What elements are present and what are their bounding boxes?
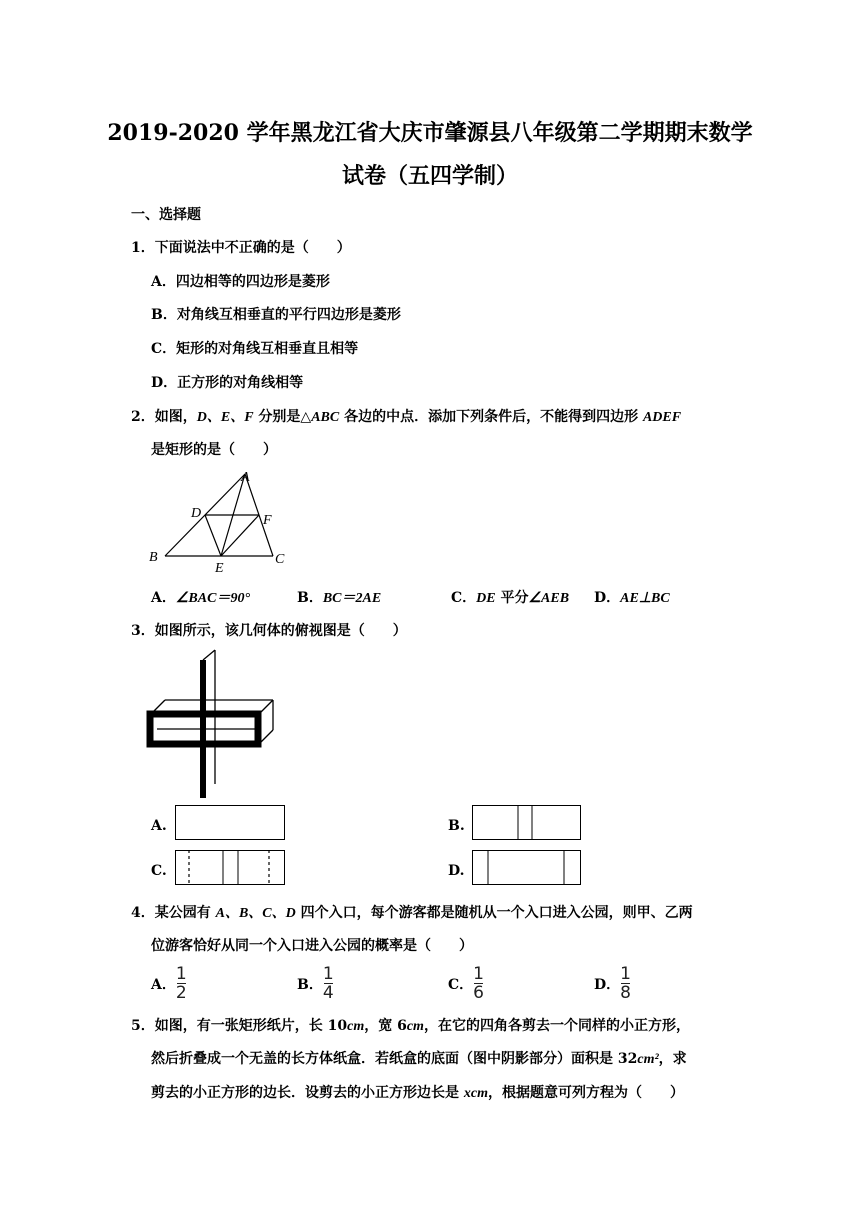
question-4-stem-line2: 位游客恰好从同一个入口进入公园的概率是（ ） (151, 938, 473, 954)
q2-option-a (151, 587, 250, 607)
q5-text-f: 然后折叠成一个无盖的长方体纸盒．若纸盒的底面（图中阴影部分）面积是 32 (151, 1051, 638, 1067)
slab-top-left-edge (203, 650, 215, 660)
vertex-label-f: F (263, 513, 272, 528)
fraction-numerator: 1 (175, 964, 187, 984)
q2-option-c-mid: 平分 (495, 590, 529, 606)
page-title: 2019-2020 学年黑龙江省大庆市肇源县八年级第二学期期末数学 (107, 120, 753, 146)
vertex-label-c: C (275, 552, 285, 567)
q1-option-c: C．矩形的对角线互相垂直且相等 (151, 341, 359, 357)
q5-text-a: 5．如图，有一张矩形纸片，长 10 (131, 1018, 348, 1034)
section-heading: 一、选择题 (131, 207, 201, 223)
triangle-figure (145, 466, 295, 576)
q2-option-c-post: ∠AEB (528, 591, 570, 606)
question-4-stem-line1 (131, 902, 693, 922)
q2-text-c: 分别是△ (253, 409, 312, 425)
q2-option-c (451, 587, 569, 607)
segment-de (205, 515, 221, 556)
q5-text-d: cm (406, 1019, 424, 1034)
q3-option-a-label: A. (151, 818, 167, 834)
vertex-label-e: E (215, 561, 224, 576)
question-5-stem-line2 (151, 1048, 687, 1068)
fraction-denominator: 2 (175, 983, 187, 1003)
q2-text-a: 如图， (154, 409, 197, 425)
fraction-numerator: 1 (322, 964, 334, 984)
q3-option-b-label: B. (448, 818, 465, 834)
q5-text-g: cm² (637, 1052, 659, 1067)
q2-text-f: ADEF (642, 410, 682, 425)
q1-option-a: A．四边相等的四边形是菱形 (151, 274, 330, 290)
vertex-label-b: B (149, 550, 158, 565)
q1-option-d: D．正方形的对角线相等 (151, 375, 304, 391)
fraction-denominator: 8 (620, 983, 631, 1003)
q2-number: 2． (131, 409, 155, 425)
vertex-label-a: A (241, 470, 250, 485)
q2-option-a-label: A． (151, 590, 176, 606)
q4-option-c (448, 965, 484, 1003)
q3-option-d-figure (472, 850, 584, 886)
q2-option-c-label: C． (451, 590, 477, 606)
q4-option-c-label: C． (448, 977, 474, 993)
q5-text-e: ，在它的四角各剪去一个同样的小正方形， (423, 1018, 690, 1034)
q5-text-b: cm (347, 1019, 365, 1034)
question-3-stem: 3．如图所示，该几何体的俯视图是（ ） (131, 623, 407, 639)
q2-option-b-label: B． (297, 590, 323, 606)
question-5-stem-line3 (151, 1082, 684, 1102)
q4-option-b-label: B． (297, 977, 323, 993)
q5-text-c: ，宽 6 (364, 1018, 407, 1034)
question-2-stem-line1 (131, 406, 681, 426)
q2-option-c-pre: DE (476, 591, 496, 606)
q3-option-b-figure (472, 805, 584, 841)
q5-text-i: 剪去的小正方形的边长．设剪去的小正方形边长是 (151, 1085, 464, 1101)
q4-text-a: 4．某公园有 (131, 905, 216, 921)
q4-option-b-fraction (323, 965, 334, 1003)
q2-option-b (297, 587, 381, 607)
q4-text-c: 四个入口，每个游客都是随机从一个入口进入公园，则甲、乙两 (295, 905, 693, 921)
q2-text-b: D、E、F (196, 410, 254, 425)
q2-option-b-text: BC＝2AE (322, 591, 382, 606)
fraction-denominator: 6 (473, 983, 484, 1003)
fraction-numerator: 1 (473, 964, 484, 984)
q2-text-d: ABC (311, 410, 340, 425)
q4-option-c-fraction (473, 965, 484, 1003)
q4-option-a-fraction (176, 965, 187, 1003)
q2-option-d (594, 587, 670, 607)
fraction-denominator: 4 (322, 983, 334, 1003)
q4-option-d (594, 965, 631, 1003)
q2-text-e: 各边的中点．添加下列条件后，不能得到四边形 (339, 409, 643, 425)
q2-option-d-text: AE⊥BC (620, 591, 670, 606)
q1-option-b: B．对角线互相垂直的平行四边形是菱形 (151, 307, 401, 323)
box-top-right-edge (261, 700, 273, 712)
solid-figure (145, 648, 280, 798)
q3-option-c-figure (175, 850, 287, 886)
q4-option-a (151, 965, 187, 1003)
q4-option-b (297, 965, 334, 1003)
page-subtitle: 试卷（五四学制） (341, 163, 518, 189)
q5-text-h: ，求 (658, 1051, 687, 1067)
q3-option-c-label: C. (151, 863, 167, 879)
q2-option-a-text: ∠BAC＝90° (175, 591, 251, 606)
q2-option-d-label: D． (594, 590, 621, 606)
question-1-stem: 1．下面说法中不正确的是（ ） (131, 240, 351, 256)
q3-option-d-label: D. (448, 863, 465, 879)
q4-option-d-label: D． (594, 977, 621, 993)
vertex-label-d: D (191, 506, 202, 521)
q3-option-a-figure (175, 805, 287, 841)
q4-option-a-label: A． (151, 977, 176, 993)
box-top-edge-left (153, 700, 165, 712)
q4-text-b: A、B、C、D (215, 906, 296, 921)
fraction-numerator: 1 (620, 964, 631, 984)
question-2-stem-line2: 是矩形的是（ ） (151, 442, 277, 458)
q5-text-k: ，根据题意可列方程为（ ） (487, 1085, 684, 1101)
question-5-stem-line1 (131, 1015, 690, 1035)
box-bottom-right-edge (261, 730, 273, 742)
q4-option-d-fraction (620, 965, 631, 1003)
q5-text-j: xcm (463, 1086, 488, 1101)
